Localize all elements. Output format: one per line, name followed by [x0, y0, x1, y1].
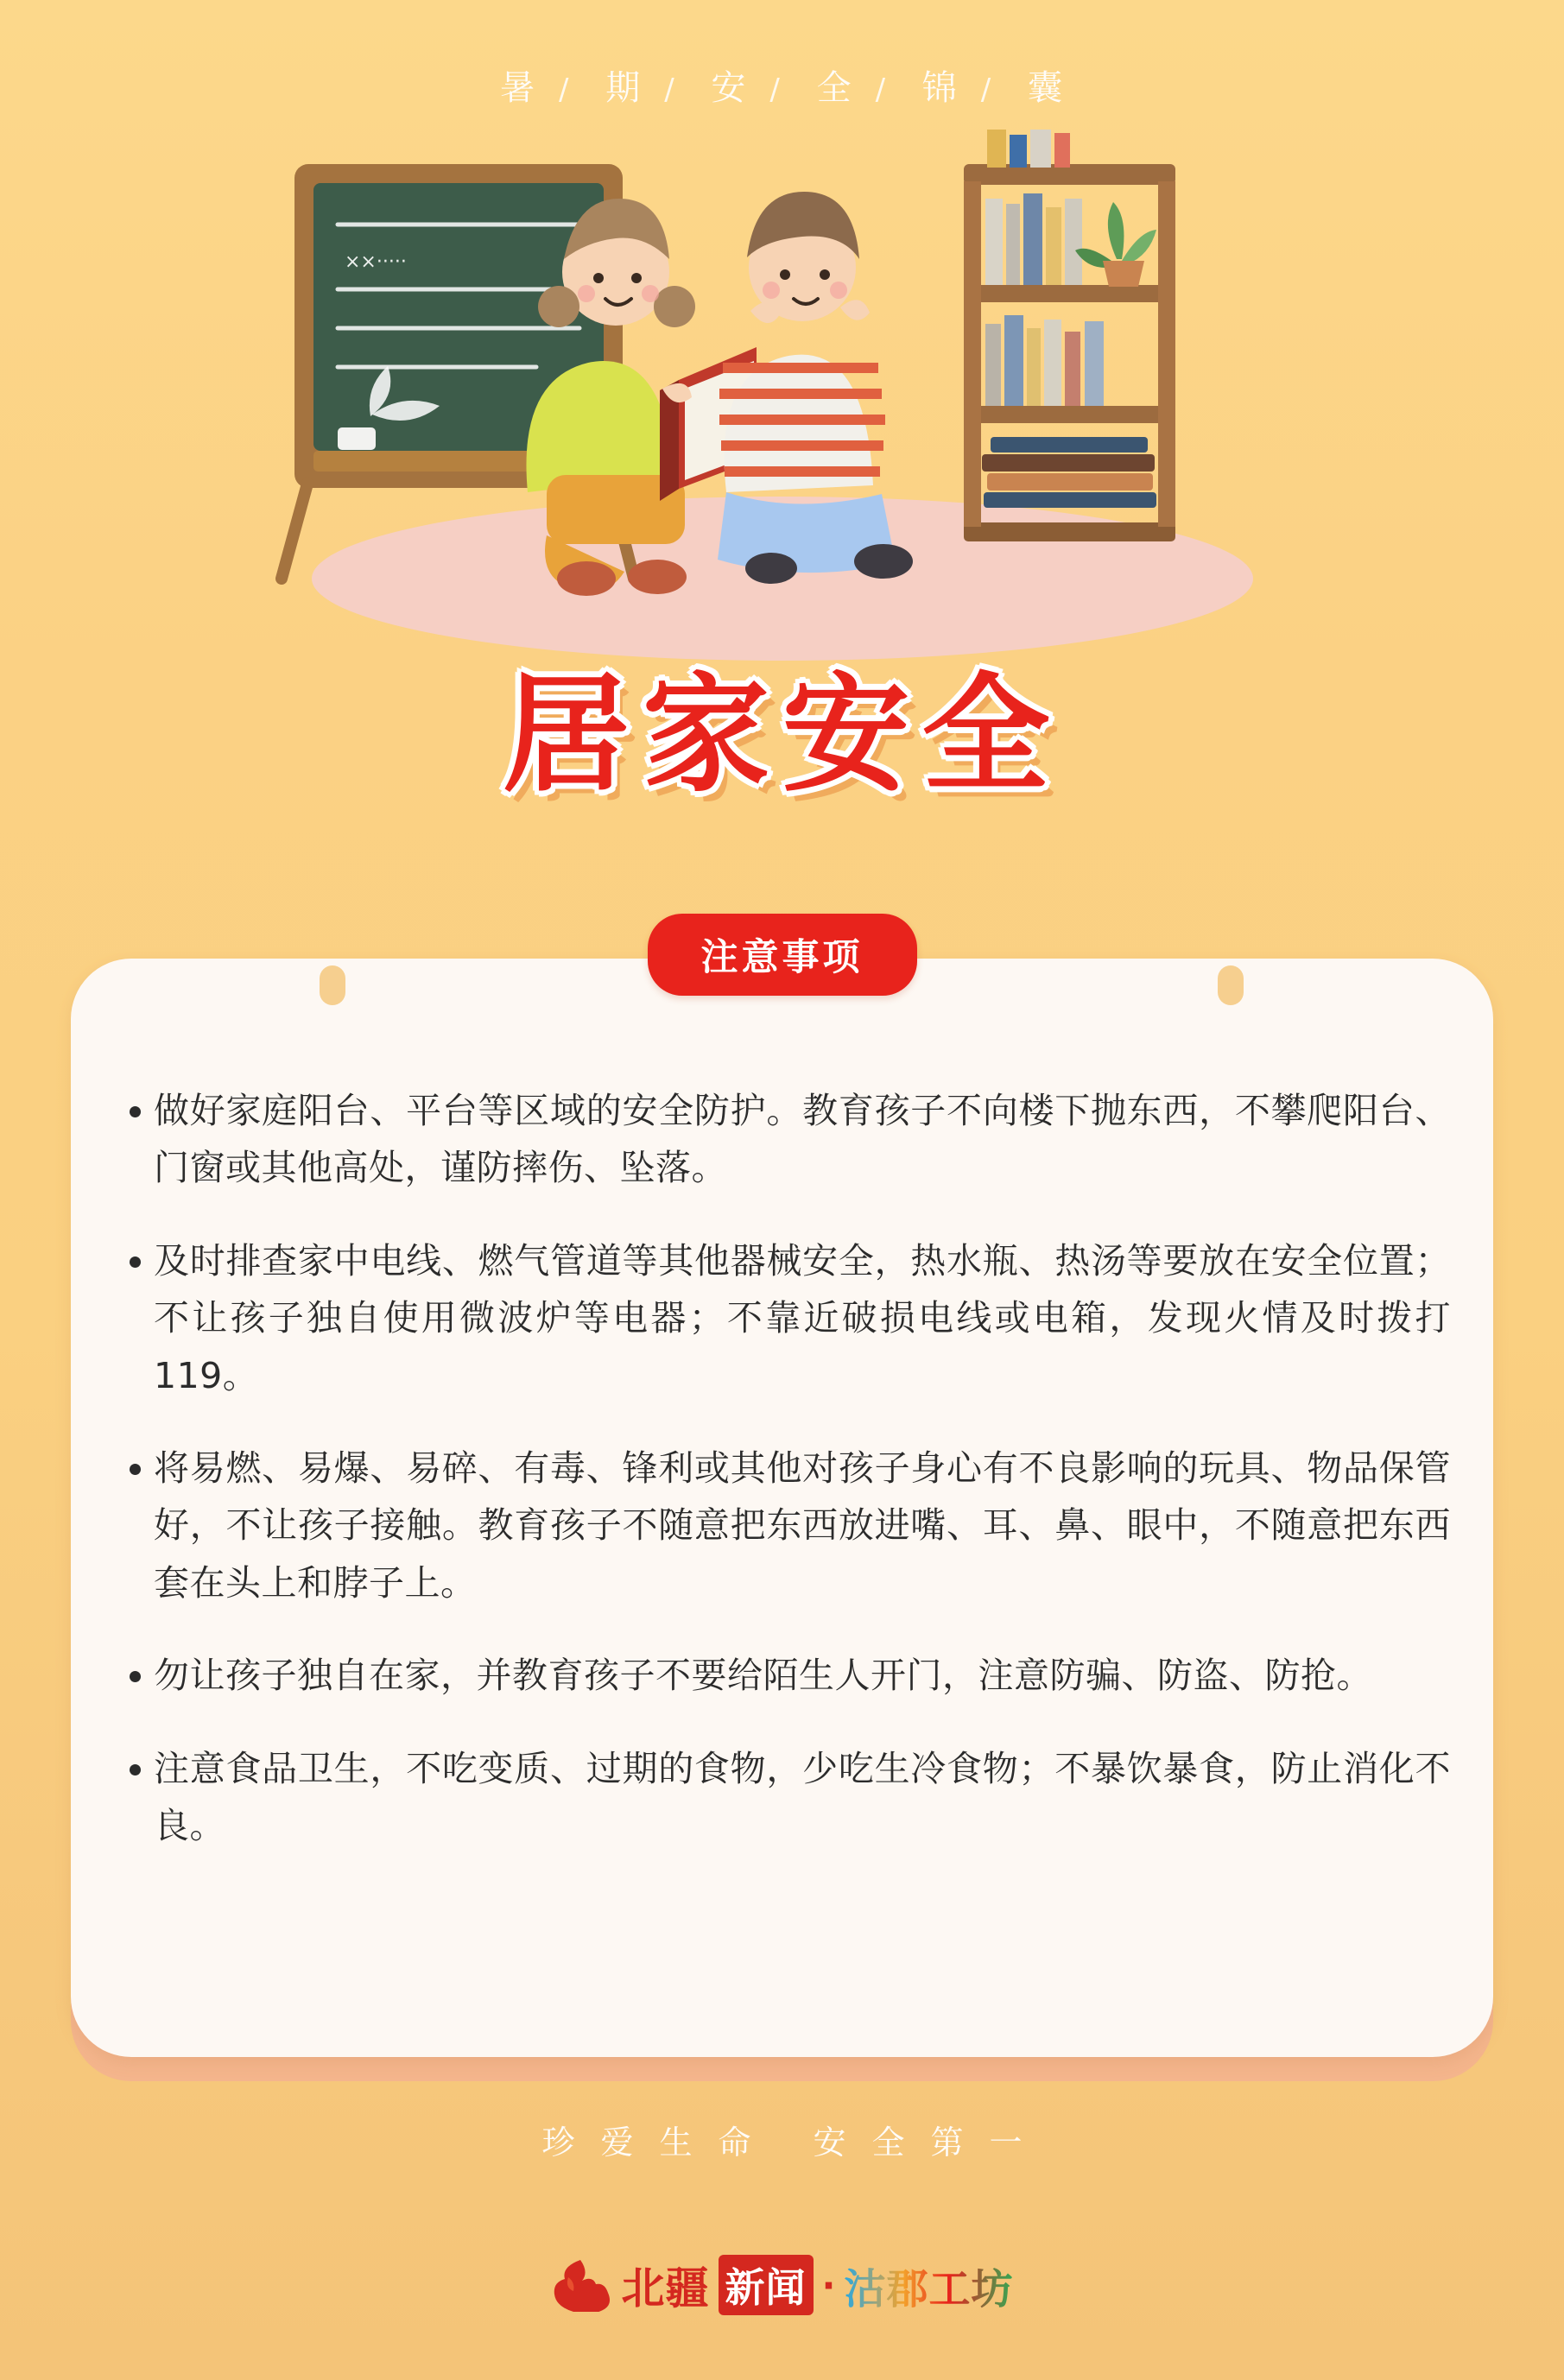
- list-item: 勿让孩子独自在家，并教育孩子不要给陌生人开门，注意防骗、防盗、防抢。: [121, 1647, 1451, 1704]
- header-separator-5: /: [980, 73, 993, 107]
- girl-kneeling-illustration: [718, 192, 913, 584]
- list-item: 将易燃、易爆、易碎、有毒、锋利或其他对孩子身心有不良影响的玩具、物品保管好，不让孩子接触。教育孩子不随意把东西放进嘴、耳、鼻、眼中，不随意把东西套在头上和脖子上。: [121, 1440, 1451, 1611]
- logo-separator-dot: ·: [821, 2263, 836, 2307]
- flame-logo-icon: [551, 2258, 613, 2312]
- header-segment-4: 全: [816, 68, 853, 108]
- publisher-logo: [551, 2254, 1014, 2316]
- header-segment-1: 暑: [500, 68, 537, 108]
- header-separator-3: /: [769, 73, 782, 107]
- poster-top-header: [0, 60, 1564, 110]
- list-item: 注意食品卫生，不吃变质、过期的食物，少吃生冷食物；不暴饮暴食，防止消化不良。: [121, 1740, 1451, 1855]
- header-segment-5: 锦: [921, 68, 959, 108]
- logo-text-primary: 北疆: [621, 2263, 710, 2314]
- illustration-children-reading: [243, 130, 1322, 665]
- potted-plant-icon: [1075, 202, 1156, 287]
- header-segment-3: 安: [711, 68, 748, 108]
- header-separator-1: /: [559, 73, 571, 107]
- header-segment-6: 囊: [1027, 68, 1064, 108]
- header-segment-2: 期: [605, 68, 643, 108]
- card-pin-left-icon: [320, 965, 345, 1005]
- page-title: 居家安全: [502, 661, 1062, 809]
- bookshelf-icon: [964, 130, 1175, 541]
- notes-badge: 注意事项: [648, 914, 917, 996]
- list-item: 做好家庭阳台、平台等区域的安全防护。教育孩子不向楼下抛东西，不攀爬阳台、门窗或其他高处，谨防摔伤、坠落。: [121, 1082, 1451, 1197]
- svg-text:××·····: ××·····: [344, 251, 407, 273]
- logo-text-secondary: 沽郡工坊: [844, 2256, 1013, 2315]
- header-separator-2: /: [664, 73, 676, 107]
- footer-slogan: 珍爱生命 安全第一: [541, 2124, 1048, 2162]
- header-separator-4: /: [875, 73, 888, 107]
- card-pin-right-icon: [1218, 965, 1244, 1005]
- list-item: 及时排查家中电线、燃气管道等其他器械安全，热水瓶、热汤等要放在安全位置；不让孩子独自使用微波炉等电器；不靠近破损电线或电箱，发现火情及时拨打119。: [121, 1232, 1451, 1404]
- logo-text-badge: 新闻: [719, 2255, 814, 2315]
- notes-list: [121, 1047, 1451, 1877]
